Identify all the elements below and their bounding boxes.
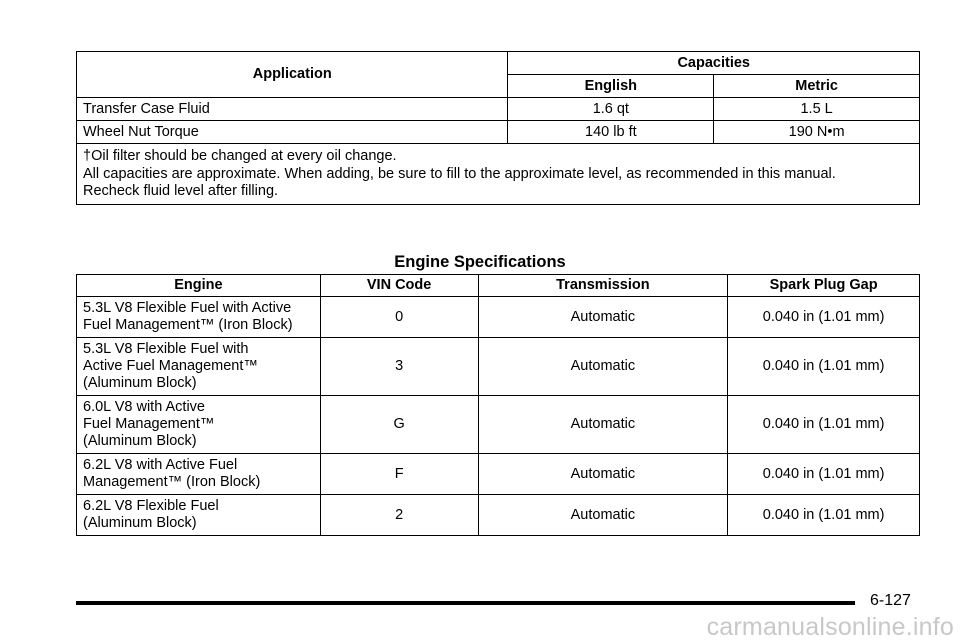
engine-line: Active Fuel Management™ (83, 358, 258, 374)
english-cell: 140 lb ft (508, 121, 714, 144)
application-cell: Wheel Nut Torque (77, 121, 508, 144)
english-header: English (508, 75, 714, 98)
engine-cell (77, 454, 321, 495)
note-line: †Oil filter should be changed at every oil change. (83, 148, 397, 164)
capacities-header: Capacities (508, 52, 920, 75)
metric-header: Metric (714, 75, 920, 98)
gap-cell: 0.040 in (1.01 mm) (728, 454, 920, 495)
notes-row (77, 144, 920, 205)
vin-cell: G (320, 396, 478, 454)
engine-column-header: Engine (77, 275, 321, 297)
engine-cell (77, 338, 321, 396)
transmission-cell: Automatic (478, 338, 728, 396)
engine-specs-title: Engine Specifications (394, 253, 566, 271)
transmission-column-header: Transmission (478, 275, 728, 297)
gap-cell: 0.040 in (1.01 mm) (728, 297, 920, 338)
transmission-cell: Automatic (478, 454, 728, 495)
vin-cell: 3 (320, 338, 478, 396)
engine-cell (77, 297, 321, 338)
table-row (77, 396, 920, 454)
engine-line: 5.3L V8 Flexible Fuel with (83, 341, 249, 357)
application-header: Application (77, 52, 508, 98)
engine-line: 6.0L V8 with Active (83, 399, 205, 415)
engine-line: 6.2L V8 Flexible Fuel (83, 498, 219, 514)
gap-cell: 0.040 in (1.01 mm) (728, 396, 920, 454)
table-row (77, 121, 920, 144)
transmission-cell: Automatic (478, 396, 728, 454)
engine-line: (Aluminum Block) (83, 375, 197, 391)
notes-cell (77, 144, 920, 205)
header-row (77, 275, 920, 297)
engine-line: (Aluminum Block) (83, 433, 197, 449)
engine-cell (77, 396, 321, 454)
vin-column-header: VIN Code (320, 275, 478, 297)
transmission-cell: Automatic (478, 297, 728, 338)
vin-cell: 2 (320, 495, 478, 536)
english-cell: 1.6 qt (508, 98, 714, 121)
engine-line: 5.3L V8 Flexible Fuel with Active (83, 300, 292, 316)
engine-line: 6.2L V8 with Active Fuel (83, 457, 238, 473)
capacities-table (76, 51, 920, 205)
gap-cell: 0.040 in (1.01 mm) (728, 495, 920, 536)
transmission-cell: Automatic (478, 495, 728, 536)
table-row (77, 98, 920, 121)
watermark: carmanualsonline.info (706, 613, 954, 641)
table-row (77, 495, 920, 536)
table-row (77, 338, 920, 396)
engine-specs-table (76, 274, 920, 536)
engine-line: Fuel Management™ (83, 416, 215, 432)
engine-line: Fuel Management™ (Iron Block) (83, 317, 293, 333)
page-number: 6-127 (870, 592, 911, 609)
note-line: All capacities are approximate. When adding, be sure to fill to the approximate level, as recommended in this manual. (83, 165, 836, 182)
table-row (77, 454, 920, 495)
vin-cell: F (320, 454, 478, 495)
engine-cell (77, 495, 321, 536)
engine-line: Management™ (Iron Block) (83, 474, 261, 490)
application-cell: Transfer Case Fluid (77, 98, 508, 121)
footer-rule (76, 601, 855, 605)
metric-cell: 190 N•m (714, 121, 920, 144)
note-line: Recheck fluid level after filling. (83, 183, 279, 199)
gap-cell: 0.040 in (1.01 mm) (728, 338, 920, 396)
engine-line: (Aluminum Block) (83, 515, 197, 531)
table-row (77, 297, 920, 338)
vin-cell: 0 (320, 297, 478, 338)
spark-plug-gap-column-header: Spark Plug Gap (728, 275, 920, 297)
metric-cell: 1.5 L (714, 98, 920, 121)
